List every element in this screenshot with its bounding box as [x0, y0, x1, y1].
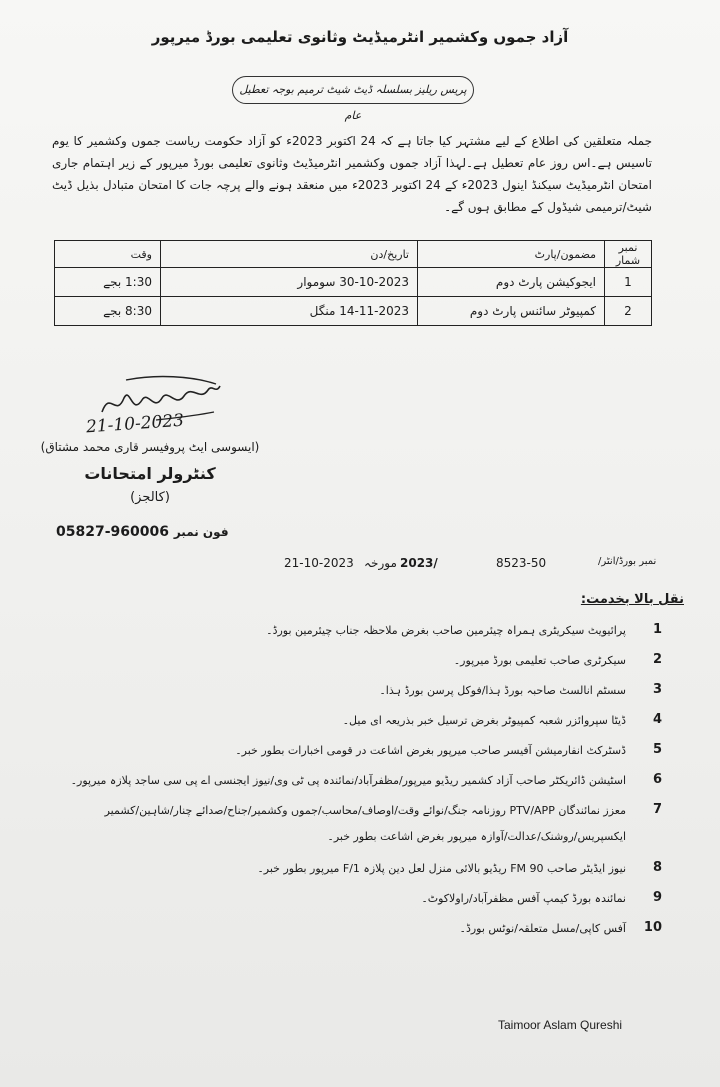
- list-item: [60, 886, 662, 916]
- list-item-text: اسٹیشن ڈائریکٹر صاحب آزاد کشمیر ریڈیو میرپور/مظفرآباد/نمائندہ پی ٹی وی/نیوز ایجنسی اے پی سی ساجد پلازہ میرپور۔: [70, 774, 626, 787]
- list-item-number: 5: [652, 742, 662, 757]
- list-item-text: معزز نمائندگان PTV/APP روزنامہ جنگ/نوائے وقت/اوصاف/محاسب/جموں وکشمیر/جناح/صدائے چنار/شاہین/کشمیر ایکسپریس/روشنک/عدالت/آوازہ میرپور بغرض اشاعت بطور خبر۔: [104, 804, 626, 843]
- handwritten-date: 21-10-2023: [85, 410, 185, 438]
- reference-label: نمبر بورڈ/انٹر/: [598, 556, 657, 567]
- list-item-text: ڈیٹا سپروائزر شعبہ کمپیوٹر بغرض ترسیل خبر بذریعہ ای میل۔: [342, 714, 626, 727]
- row-time: 1:30 بجے: [55, 268, 161, 297]
- list-item: [60, 738, 662, 768]
- list-item-text: ڈسٹرکٹ انفارمیشن آفیسر صاحب میرپور بغرض اشاعت در قومی اخبارات بطور خبر۔: [235, 744, 626, 757]
- list-item-number: 2: [652, 652, 662, 667]
- list-item: [60, 768, 662, 798]
- list-item-number: 1: [652, 622, 662, 637]
- header-date: تاریخ/دن: [161, 241, 418, 268]
- list-item-number: 7: [652, 802, 662, 817]
- list-item-number: 10: [643, 920, 662, 935]
- list-item: [60, 618, 662, 648]
- signatory-department: (کالجز): [130, 490, 170, 505]
- list-item-number: 6: [652, 772, 662, 787]
- row-subject: کمپیوٹر سائنس پارٹ دوم: [418, 297, 605, 326]
- board-title: آزاد جموں وکشمیر انٹرمیڈیٹ وثانوی تعلیمی بورڈ میرپور: [151, 28, 569, 46]
- reference-line: [0, 556, 720, 578]
- list-item: [60, 856, 662, 886]
- row-serial: 2: [605, 297, 652, 326]
- row-date: 30-10-2023 سوموار: [161, 268, 418, 297]
- copy-to-list: [60, 618, 662, 946]
- notice-paragraph: جملہ متعلقین کی اطلاع کے لیے مشتہر کیا جاتا ہے کہ 24 اکتوبر 2023ء کو آزاد حکومت ریاست جموں وکشمیر کا یوم تاسیس ہے۔اس روز عام تعطیل ہے۔لہذا آزاد جموں وکشمیر انٹرمیڈیٹ وثانوی تعلیمی بورڈ میرپور کے زیر اہتمام جاری امتحان انٹرمیڈیٹ سیکنڈ اینول 2023ء کے 24 اکتوبر 2023ء میں منعقد ہونے والے پرچہ جات کا امتحان متبادل بذیل ڈیٹ شیٹ/ترمیمی شیڈول کے مطابق ہوں گے۔: [52, 134, 653, 214]
- list-item: [60, 916, 662, 946]
- row-serial: 1: [605, 268, 652, 297]
- signatory-name: (ایسوسی ایٹ پروفیسر قاری محمد مشتاق): [40, 440, 260, 454]
- table-row: [55, 268, 652, 297]
- list-item-number: 9: [652, 890, 662, 905]
- list-item: [60, 708, 662, 738]
- press-release-subtitle: پریس ریلیز بسلسلہ ڈیٹ شیٹ ترمیم بوجہ تعطیل عام: [232, 76, 474, 104]
- list-item-number: 4: [652, 712, 662, 727]
- list-item-text: نمائندہ بورڈ کیمپ آفس مظفرآباد/راولاکوٹ۔: [421, 892, 626, 905]
- footer-author-name: Taimoor Aslam Qureshi: [498, 1018, 623, 1032]
- row-subject: ایجوکیشن پارٹ دوم: [418, 268, 605, 297]
- list-item-text: سیکرٹری صاحب تعلیمی بورڈ میرپور۔: [453, 654, 626, 667]
- list-item-number: 3: [652, 682, 662, 697]
- table-row: [55, 297, 652, 326]
- row-date: 14-11-2023 منگل: [161, 297, 418, 326]
- list-item: [60, 798, 662, 856]
- copy-to-heading: نقل بالا بخدمت:: [580, 592, 684, 607]
- list-item-text: آفس کاپی/مسل متعلقہ/نوٹس بورڈ۔: [459, 922, 626, 935]
- phone-number: 05827-960006: [56, 524, 169, 540]
- reference-number: 8523-50: [496, 556, 547, 570]
- list-item: [60, 678, 662, 708]
- reference-date-label: مورخہ: [364, 556, 397, 570]
- header-time: وقت: [55, 241, 161, 268]
- reference-date: 21-10-2023: [284, 556, 354, 570]
- list-item-text: سسٹم انالسٹ صاحبہ بورڈ ہذا/فوکل پرسن بورڈ ہذا۔: [379, 684, 626, 697]
- header-serial: نمبر شمار: [605, 241, 652, 268]
- table-header-row: [55, 241, 652, 268]
- signatory-title: کنٹرولر امتحانات: [84, 464, 216, 483]
- phone-label: فون نمبر: [173, 525, 229, 539]
- phone-line: [56, 524, 229, 540]
- reference-year: 2023/: [400, 556, 438, 570]
- list-item-text: پرائیویٹ سیکریٹری ہمراہ چیئرمین صاحب بغرض ملاحظہ جناب چیئرمین بورڈ۔: [266, 624, 626, 637]
- row-time: 8:30 بجے: [55, 297, 161, 326]
- list-item-text: نیوز ایڈیٹر صاحب FM 90 ریڈیو بالائی منزل لعل دین پلازہ F/1 میرپور بطور خبر۔: [257, 862, 626, 875]
- list-item-number: 8: [652, 860, 662, 875]
- list-item: [60, 648, 662, 678]
- date-sheet-table: [54, 240, 652, 326]
- header-subject: مضمون/پارٹ: [418, 241, 605, 268]
